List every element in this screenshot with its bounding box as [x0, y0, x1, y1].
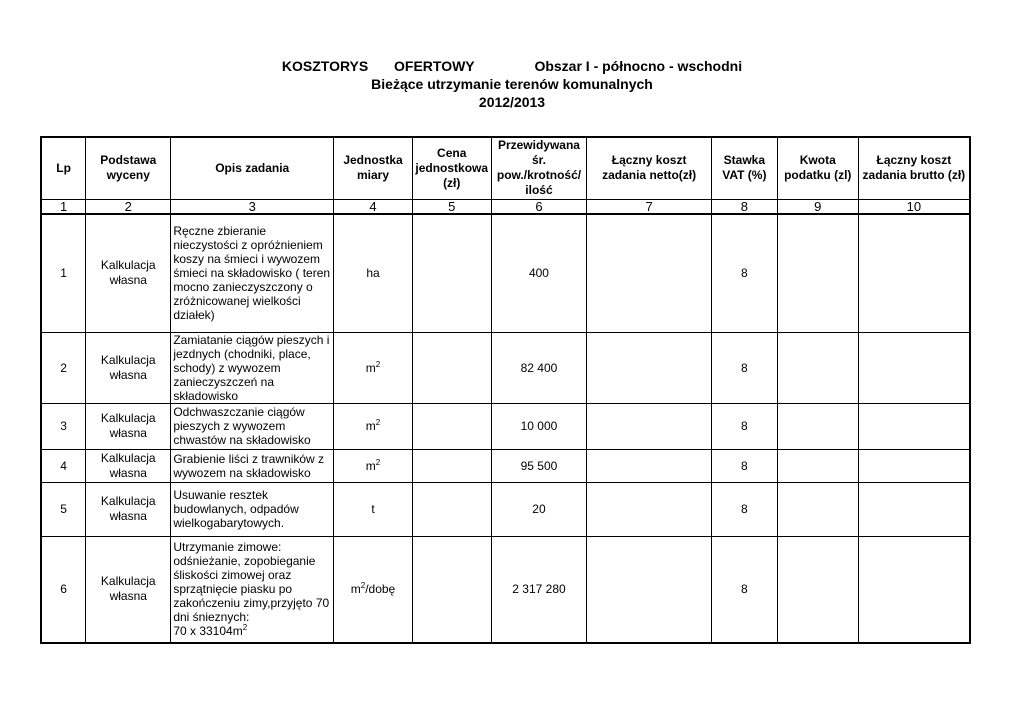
- row-netto: [587, 482, 712, 536]
- row-podatek: [777, 536, 858, 643]
- row-brutto: [858, 214, 970, 332]
- table-row: [41, 482, 970, 536]
- row-opis: Ręczne zbieranie nieczystości z opróżnieniem koszy na śmieci i wywozem śmieci na składowisko ( teren mocno zanieczyszczony o zróżnicowanej wielkości działek): [171, 214, 334, 332]
- row-ilosc: 82 400: [491, 332, 587, 403]
- row-cena: [412, 536, 491, 643]
- row-ilosc: 10 000: [491, 403, 587, 449]
- column-number-row: [41, 199, 970, 214]
- table-row: [41, 536, 970, 643]
- title-area: Obszar I - północno - wschodni: [534, 58, 743, 74]
- title-word-1: KOSZTORYS: [281, 58, 369, 74]
- row-brutto: [858, 403, 970, 449]
- col-header-netto: Łączny koszt zadania netto(zł): [587, 137, 712, 199]
- row-netto: [587, 449, 712, 482]
- row-ilosc: 2 317 280: [491, 536, 587, 643]
- row-unit: [334, 214, 413, 332]
- column-number: 9: [777, 199, 858, 214]
- row-podatek: [777, 403, 858, 449]
- column-number: 8: [711, 199, 777, 214]
- row-unit: [334, 482, 413, 536]
- unit-text: m: [365, 458, 376, 473]
- row-podstawa: Kalkulacja własna: [86, 403, 171, 449]
- unit-superscript: 2: [375, 457, 381, 467]
- row-lp: 3: [41, 403, 86, 449]
- column-number: 2: [86, 199, 171, 214]
- col-header-podstawa: Podstawa wyceny: [86, 137, 171, 199]
- row-brutto: [858, 449, 970, 482]
- table-row: [41, 403, 970, 449]
- row-vat: 8: [711, 403, 777, 449]
- unit-text: ha: [366, 266, 380, 281]
- row-cena: [412, 403, 491, 449]
- row-vat: 8: [711, 536, 777, 643]
- row-opis-extra-superscript: 2: [242, 623, 248, 633]
- col-header-cena: Cena jednostkowa (zł): [412, 137, 491, 199]
- column-number: 5: [412, 199, 491, 214]
- column-number: 1: [41, 199, 86, 214]
- row-brutto: [858, 482, 970, 536]
- row-podatek: [777, 449, 858, 482]
- row-unit: [334, 403, 413, 449]
- title-word-2: OFERTOWY: [394, 58, 475, 74]
- row-cena: [412, 214, 491, 332]
- column-number: 6: [491, 199, 587, 214]
- row-brutto: [858, 332, 970, 403]
- row-podstawa: Kalkulacja własna: [86, 332, 171, 403]
- unit-superscript: 2: [375, 418, 381, 427]
- document-year: 2012/2013: [478, 94, 546, 110]
- column-number: 3: [171, 199, 334, 214]
- row-cena: [412, 332, 491, 403]
- row-ilosc: 95 500: [491, 449, 587, 482]
- row-ilosc: 400: [491, 214, 587, 332]
- row-opis: Grabienie liści z trawników z wywozem na składowisko: [171, 449, 334, 482]
- document-title: [0, 58, 1024, 74]
- table-row: [41, 449, 970, 482]
- row-unit: [334, 332, 413, 403]
- row-opis: Zamiatanie ciągów pieszych i jezdnych (chodniki, place, schody) z wywozem zanieczyszczeń na składowisko: [171, 332, 334, 403]
- unit-text: m: [365, 360, 376, 375]
- row-podatek: [777, 214, 858, 332]
- col-header-podatek: Kwota podatku (zl): [777, 137, 858, 199]
- row-unit: [334, 449, 413, 482]
- header-row: [41, 137, 970, 199]
- row-podstawa: Kalkulacja własna: [86, 482, 171, 536]
- row-opis-text: Utrzymanie zimowe: odśnieżanie, zopobieganie śliskości zimowej oraz sprzątnięcie piasku po zakończeniu zimy,przyjęto 70 dni śnieznych:: [173, 540, 330, 625]
- document-subtitle: Bieżące utrzymanie terenów komunalnych: [371, 76, 653, 92]
- col-header-opis: Opis zadania: [171, 137, 334, 199]
- row-lp: 4: [41, 449, 86, 482]
- row-netto: [587, 214, 712, 332]
- unit-text: m: [350, 582, 361, 597]
- row-lp: 2: [41, 332, 86, 403]
- unit-text: m: [365, 419, 376, 433]
- row-lp: 1: [41, 214, 86, 332]
- table-row: [41, 332, 970, 403]
- column-number: 7: [587, 199, 712, 214]
- unit-text: t: [371, 502, 375, 516]
- row-podatek: [777, 332, 858, 403]
- row-lp: 6: [41, 536, 86, 643]
- row-netto: [587, 403, 712, 449]
- unit-suffix: /dobę: [365, 582, 396, 597]
- cost-estimate-table: [40, 136, 971, 644]
- row-podatek: [777, 482, 858, 536]
- row-netto: [587, 332, 712, 403]
- col-header-vat: Stawka VAT (%): [711, 137, 777, 199]
- row-opis-extra: 70 x 33104m: [173, 624, 243, 639]
- row-ilosc: 20: [491, 482, 587, 536]
- row-brutto: [858, 536, 970, 643]
- row-podstawa: Kalkulacja własna: [86, 536, 171, 643]
- row-vat: 8: [711, 332, 777, 403]
- row-opis: [171, 536, 334, 643]
- row-netto: [587, 536, 712, 643]
- row-vat: 8: [711, 214, 777, 332]
- row-podstawa: Kalkulacja własna: [86, 214, 171, 332]
- row-cena: [412, 449, 491, 482]
- col-header-ilosc: Przewidywana śr. pow./krotność/ ilość: [491, 137, 587, 199]
- col-header-jednostka: Jednostka miary: [334, 137, 413, 199]
- col-header-lp: Lp: [41, 137, 86, 199]
- row-lp: 5: [41, 482, 86, 536]
- row-podstawa: Kalkulacja własna: [86, 449, 171, 482]
- column-number: 4: [334, 199, 413, 214]
- row-unit: [334, 536, 413, 643]
- unit-superscript: 2: [375, 359, 381, 369]
- col-header-brutto: Łączny koszt zadania brutto (zł): [858, 137, 970, 199]
- row-opis: Odchwaszczanie ciągów pieszych z wywozem chwastów na składowisko: [171, 403, 334, 449]
- row-vat: 8: [711, 449, 777, 482]
- column-number: 10: [858, 199, 970, 214]
- unit-superscript: 2: [360, 581, 366, 591]
- row-cena: [412, 482, 491, 536]
- row-opis: Usuwanie resztek budowlanych, odpadów wielkogabarytowych.: [171, 482, 334, 536]
- row-vat: 8: [711, 482, 777, 536]
- table-row: [41, 214, 970, 332]
